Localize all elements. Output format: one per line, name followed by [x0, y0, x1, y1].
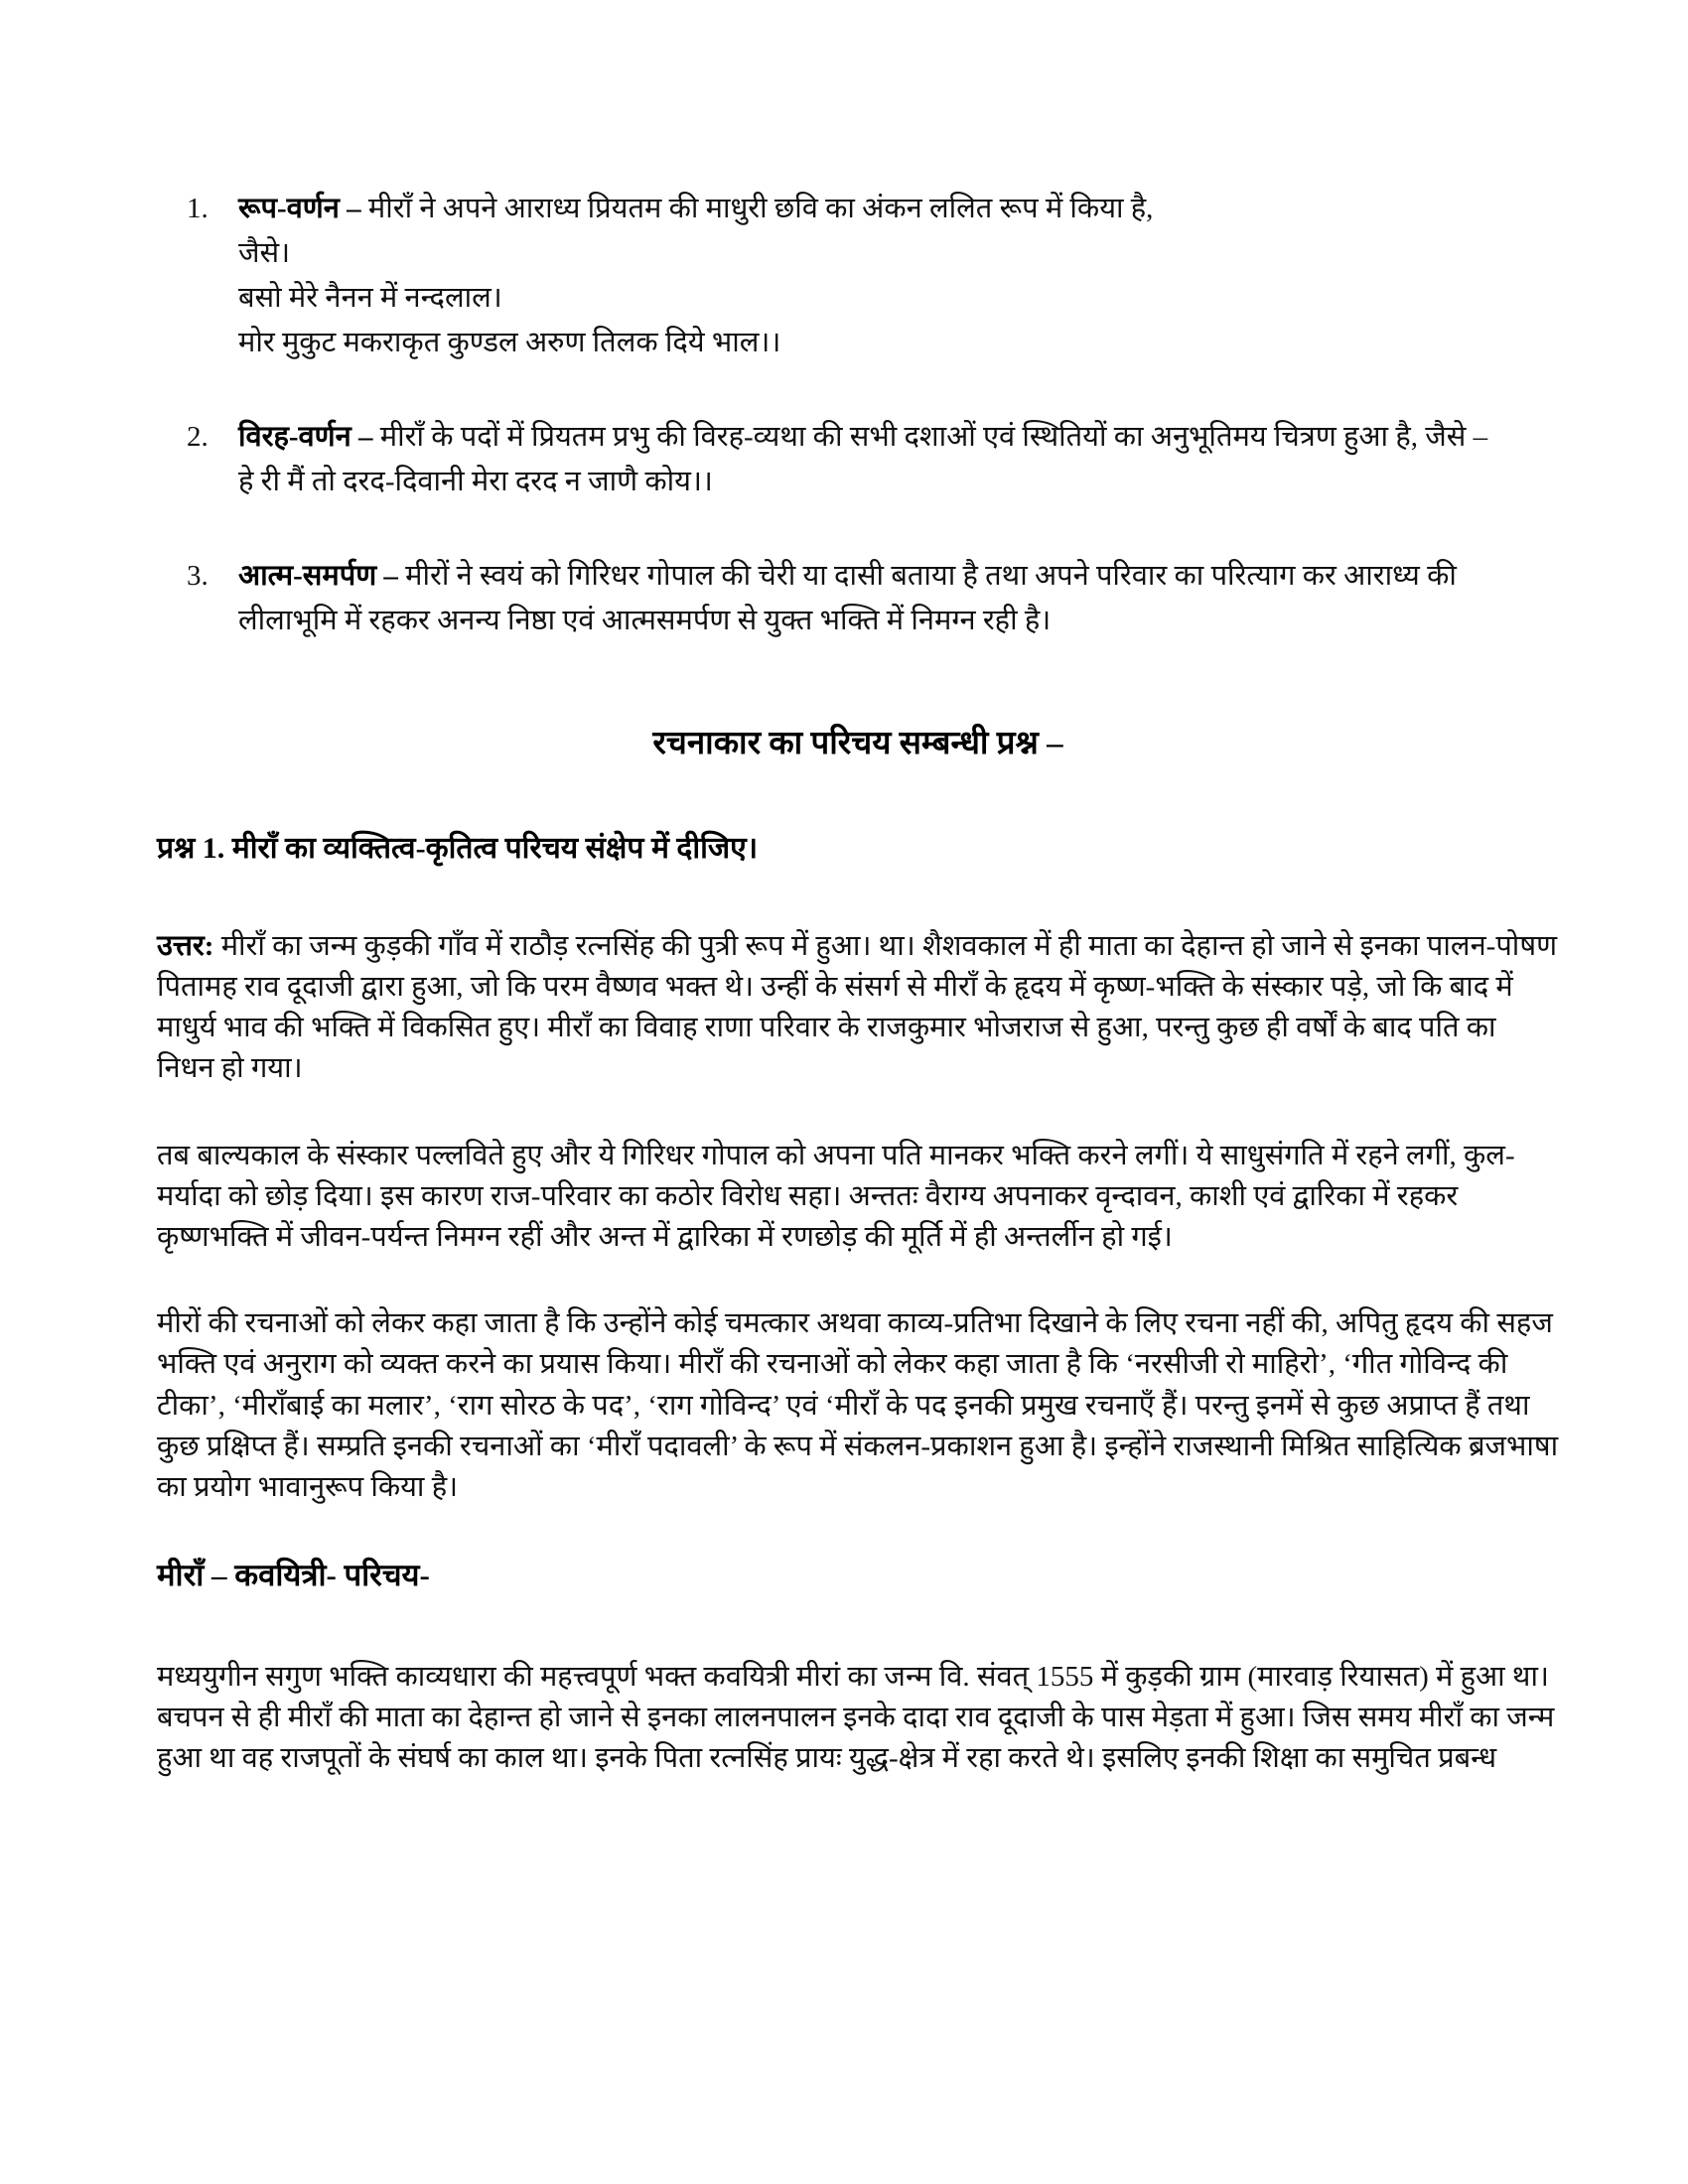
poet-intro-heading: मीराँ – कवयित्री- परिचय-	[157, 1558, 430, 1593]
list-item-body	[238, 554, 1559, 643]
verse-line: हे री मैं तो दरद-दिवानी मेरा दरद न जाणै कोय।।	[238, 465, 713, 497]
section-heading: रचनाकार का परिचय सम्बन्धी प्रश्न –	[652, 725, 1063, 761]
point-title: रूप-वर्णन –	[238, 193, 361, 224]
point-line: जैसे।	[238, 236, 291, 269]
paragraph-life: तब बाल्यकाल के संस्कार पल्लविते हुए और ये गिरिधर गोपाल को अपना पति मानकर भक्ति करने लगीं। ये साधुसंगति में रहने लगीं, कुल-मर्यादा को छोड़ दिया। इस कारण राज-परिवार का कठोर विरोध सहा। अन्ततः वैराग्य अपनाकर वृन्दावन, काशी एवं द्वारिका में रहकर कृष्णभक्ति में जीवन-पर्यन्त निमग्न रहीं और अन्त में द्वारिका में रणछोड़ की मूर्ति में ही अन्तर्लीन हो गई।	[157, 1139, 1515, 1253]
point-text	[238, 415, 1559, 460]
list-number: 3.	[187, 559, 209, 592]
list-item-body	[238, 415, 1559, 504]
point-title: आत्म-समर्पण –	[238, 559, 398, 592]
point-title: विरह-वर्णन –	[238, 420, 373, 453]
list-item-roop-varnan	[157, 187, 1559, 365]
list-number: 1.	[187, 193, 209, 224]
answer-text: मीराँ का जन्म कुड़की गाँव में राठौड़ रत्नसिंह की पुत्री रूप में हुआ। था। शैशवकाल में ही माता का देहान्त हो जाने से इनका पालन-पोषण पितामह राव दूदाजी द्वारा हुआ, जो कि परम वैष्णव भक्त थे। उन्हीं के संसर्ग से मीराँ के हृदय में कृष्ण-भक्ति के संस्कार पड़े, जो कि बाद में माधुर्य भाव की भक्ति में विकसित हुए। मीराँ का विवाह राणा परिवार के राजकुमार भोजराज से हुआ, परन्तु कुछ ही वर्षों के बाद पति का निधन हो गया।	[157, 929, 1558, 1085]
verse-line: मोर मुकुट मकराकृत कुण्डल अरुण तिलक दिये भाल।।	[238, 326, 781, 358]
points-list	[157, 187, 1559, 643]
question-line: प्रश्न 1. मीराँ का व्यक्तित्व-कृतित्व परिचय संक्षेप में दीजिए।	[157, 832, 759, 866]
answer-label: उत्तर:	[157, 929, 214, 962]
list-number: 2.	[187, 420, 209, 453]
list-item-atma-samarpan	[157, 554, 1559, 643]
point-text	[238, 187, 1559, 231]
paragraph-bio: मध्ययुगीन सगुण भक्ति काव्यधारा की महत्त्वपूर्ण भक्त कवयित्री मीरां का जन्म वि. संवत् 1555 में कुड़की ग्राम (मारवाड़ रियासत) में हुआ था। बचपन से ही मीराँ की माता का देहान्त हो जाने से इनका लालनपालन इनके दादा राव दूदाजी के पास मेड़ता में हुआ। जिस समय मीराँ का जन्म हुआ था वह राजपूतों के संघर्ष का काल था। इनके पिता रत्नसिंह प्रायः युद्ध-क्षेत्र में रहा करते थे। इसलिए इनकी शिक्षा का समुचित प्रबन्ध	[157, 1661, 1555, 1775]
paragraph-works: मीरों की रचनाओं को लेकर कहा जाता है कि उन्होंने कोई चमत्कार अथवा काव्य-प्रतिभा दिखाने के लिए रचना नहीं की, अपितु हृदय की सहज भक्ति एवं अनुराग को व्यक्त करने का प्रयास किया। मीराँ की रचनाओं को लेकर कहा जाता है कि ‘नरसीजी रो माहिरो’, ‘गीत गोविन्द की टीका’, ‘मीराँबाई का मलार’, ‘राग सोरठ के पद’, ‘राग गोविन्द’ एवं ‘मीराँ के पद इनकी प्रमुख रचनाएँ हैं। परन्तु इनमें से कुछ अप्राप्त हैं तथा कुछ प्रक्षिप्त हैं। सम्प्रति इनकी रचनाओं का ‘मीराँ पदावली’ के रूप में संकलन-प्रकाशन हुआ है। इन्होंने राजस्थानी मिश्रित साहित्यिक ब्रजभाषा का प्रयोग भावानुरूप किया है।	[157, 1307, 1559, 1503]
point-body: मीरों ने स्वयं को गिरिधर गोपाल की चेरी या दासी बताया है तथा अपने परिवार का परित्याग कर आराध्य की लीलाभूमि में रहकर अनन्य निष्ठा एवं आत्मसमर्पण से युक्त भक्ति में निमग्न रही है।	[238, 559, 1457, 636]
point-text	[238, 554, 1559, 643]
list-item-body	[238, 187, 1559, 365]
point-body: मीराँ के पदों में प्रियतम प्रभु की विरह-व्यथा की सभी दशाओं एवं स्थितियों का अनुभूतिमय चित्रण हुआ है, जैसे –	[379, 420, 1488, 453]
point-body: मीराँ ने अपने आराध्य प्रियतम की माधुरी छवि का अंकन ललित रूप में किया है,	[367, 193, 1154, 224]
answer-paragraph	[157, 926, 1559, 1090]
verse-line: बसो मेरे नैनन में नन्दलाल।	[238, 281, 502, 314]
list-item-virah-varnan	[157, 415, 1559, 504]
